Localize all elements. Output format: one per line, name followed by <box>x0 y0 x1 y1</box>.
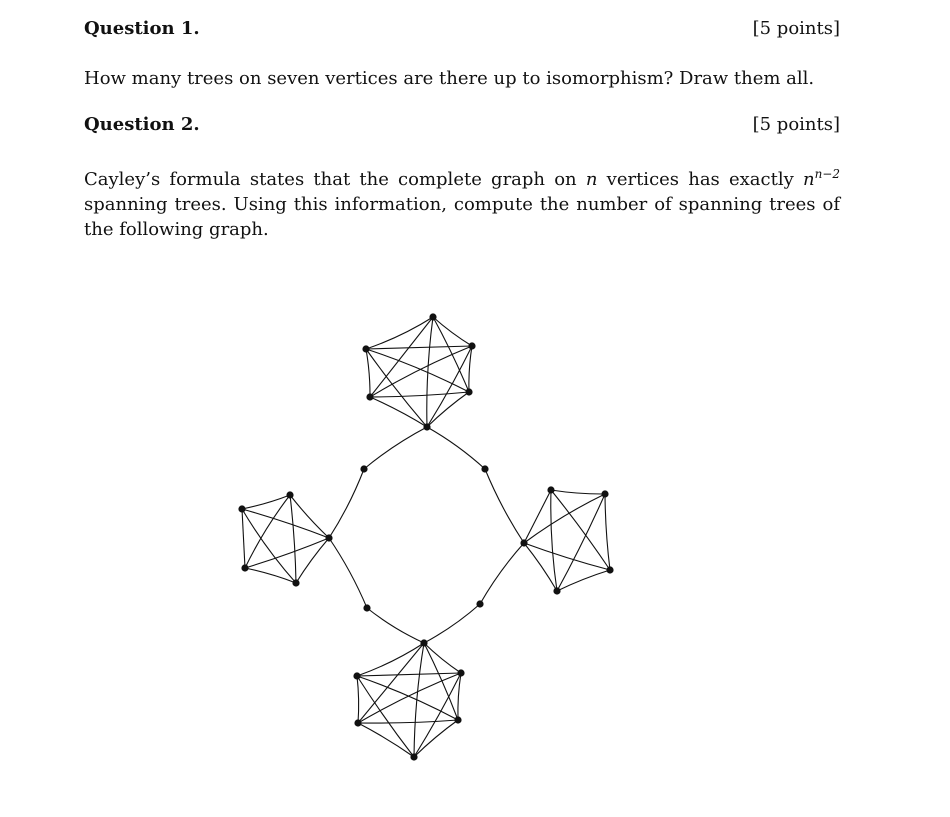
left-clique-vertex <box>238 505 245 512</box>
right-clique-vertex <box>547 486 554 493</box>
right-clique-vertex <box>520 539 527 546</box>
top-clique-vertex <box>423 423 430 430</box>
top-clique-edge <box>433 317 472 346</box>
left-clique-edge <box>242 509 245 568</box>
path-edge <box>367 608 424 643</box>
left-clique-vertex <box>286 491 293 498</box>
bottom-clique-vertex <box>353 672 360 679</box>
left-clique-edge <box>242 495 290 509</box>
q2-text-middle: vertices has exactly <box>597 169 803 190</box>
path-edge <box>364 427 427 469</box>
path-vertex <box>476 600 483 607</box>
bottom-clique-vertex <box>454 716 461 723</box>
path-edge <box>485 469 524 543</box>
path-vertex <box>481 465 488 472</box>
bottom-clique-edge <box>358 643 424 723</box>
top-clique-vertex <box>465 388 472 395</box>
path-edge <box>329 469 364 538</box>
top-clique-edge <box>366 349 427 427</box>
left-clique-edge <box>242 509 329 538</box>
bottom-clique-edge <box>414 720 458 757</box>
question-1-text: How many trees on seven vertices are there up to isomorphism? Draw them all. <box>84 68 815 89</box>
bottom-clique-edge <box>358 723 414 757</box>
bottom-clique-edge <box>357 676 414 757</box>
bottom-clique-vertex <box>354 719 361 726</box>
path-edge <box>329 538 367 608</box>
q2-exponent: n−2 <box>814 167 840 181</box>
right-clique-edge <box>557 570 610 591</box>
right-clique-vertex <box>606 566 613 573</box>
top-clique-vertex <box>429 313 436 320</box>
path-edge <box>424 604 480 643</box>
top-clique-edge <box>370 317 433 397</box>
top-clique-edge <box>427 346 472 427</box>
bottom-clique-edge <box>414 673 461 757</box>
bottom-clique-edge <box>357 673 461 676</box>
bottom-clique-vertex <box>420 639 427 646</box>
q2-text-after: spanning trees. Using this information, compute the number of spanning trees of the following graph. <box>84 194 840 240</box>
bottom-clique-vertex <box>457 669 464 676</box>
right-clique-edge <box>524 490 551 543</box>
path-edge <box>480 543 524 604</box>
bottom-clique-edge <box>357 676 359 723</box>
top-clique-vertex <box>468 342 475 349</box>
bottom-clique-edge <box>358 720 458 723</box>
bottom-clique-vertex <box>410 753 417 760</box>
bottom-clique-edge <box>458 673 461 720</box>
top-clique-edge <box>370 397 427 427</box>
q2-var-n: n <box>585 169 598 190</box>
q2-text-before: Cayley’s formula states that the complete graph on <box>84 169 586 190</box>
right-clique-edge <box>551 490 557 591</box>
right-clique-edge <box>605 494 610 570</box>
bottom-clique-edge <box>358 673 461 723</box>
top-clique-vertex <box>366 393 373 400</box>
bottom-clique-edge <box>414 643 424 757</box>
path-edge <box>427 427 485 469</box>
bottom-clique-edge <box>357 643 424 676</box>
top-clique-edge <box>366 346 472 349</box>
right-clique-edge <box>524 543 610 570</box>
top-clique-edge <box>469 346 472 392</box>
top-clique-edge <box>427 392 469 427</box>
top-clique-edge <box>366 317 433 349</box>
question-2-title: Question 2. <box>84 114 200 135</box>
left-clique-vertex <box>241 564 248 571</box>
left-clique-vertex <box>292 579 299 586</box>
left-clique-edge <box>245 495 290 568</box>
right-clique-edge <box>557 494 605 591</box>
top-clique-edge <box>370 392 469 397</box>
path-vertex <box>360 465 367 472</box>
left-clique-edge <box>290 495 296 583</box>
q2-var-n-base: n <box>802 169 815 190</box>
left-clique-vertex <box>325 534 332 541</box>
question-1-title: Question 1. <box>84 18 200 39</box>
path-vertex <box>363 604 370 611</box>
left-clique-edge <box>290 495 329 538</box>
top-clique-vertex <box>362 345 369 352</box>
top-clique-edge <box>370 346 472 397</box>
right-clique-vertex <box>601 490 608 497</box>
bottom-clique-edge <box>424 643 461 673</box>
left-clique-edge <box>242 509 296 583</box>
top-clique-edge <box>366 349 370 397</box>
question-2-points: [5 points] <box>752 114 840 135</box>
left-clique-edge <box>245 568 296 583</box>
question-1-points: [5 points] <box>752 18 840 39</box>
right-clique-vertex <box>553 587 560 594</box>
right-clique-edge <box>551 490 605 494</box>
